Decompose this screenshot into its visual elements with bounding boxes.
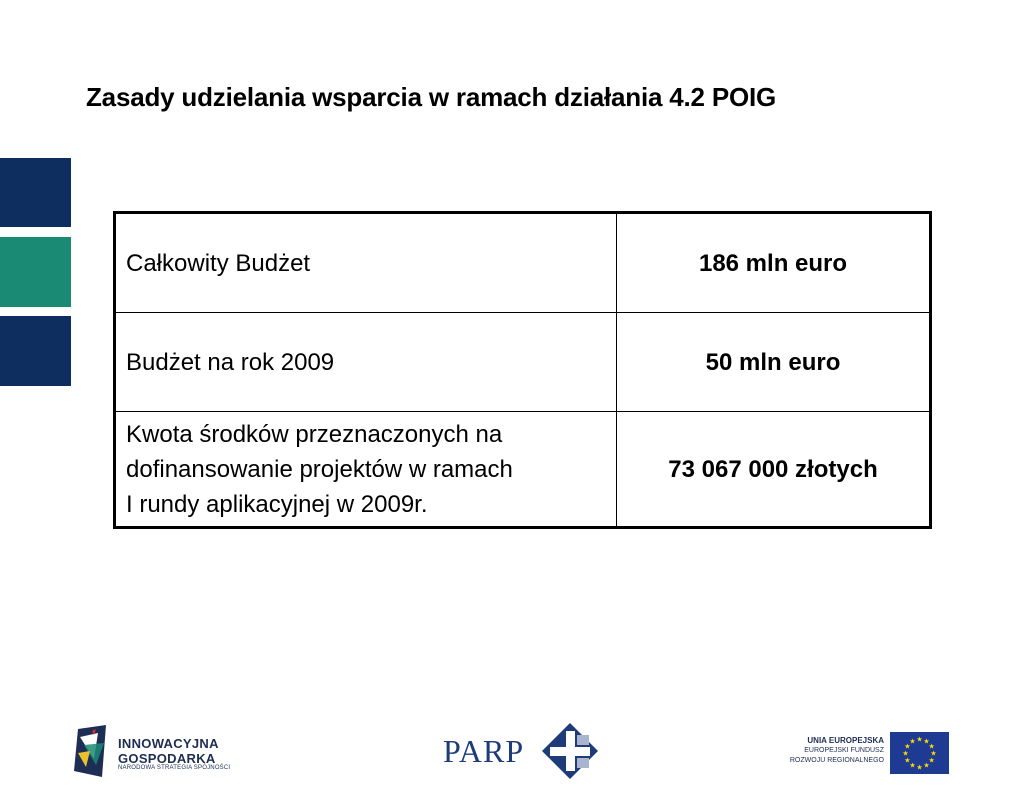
innowacyjna-emblem-icon	[72, 723, 112, 779]
budget-table	[113, 211, 932, 529]
eu-star-icon: ★	[928, 743, 935, 751]
page-title: Zasady udzielania wsparcia w ramach działania 4.2 POIG	[86, 82, 777, 112]
eu-star-icon: ★	[923, 762, 930, 770]
row-label: Budżet na rok 2009	[115, 313, 617, 412]
eu-star-icon: ★	[904, 757, 911, 765]
table-row	[115, 412, 931, 528]
parp-wordmark: PARP	[443, 733, 525, 769]
ue-line3: ROZWOJU REGIONALNEGO	[789, 757, 884, 764]
row-label	[115, 412, 617, 528]
ue-line1: UNIA EUROPEJSKA	[807, 736, 884, 745]
parp-emblem-icon	[541, 722, 599, 780]
eu-star-icon: ★	[909, 762, 916, 770]
row-value: 50 mln euro	[617, 313, 931, 412]
table-row	[115, 313, 931, 412]
eu-star-icon: ★	[909, 738, 916, 746]
side-accent-block-top	[0, 158, 71, 227]
row-label-line: Kwota środków przeznaczonych na	[126, 420, 503, 448]
innowacyjna-line3: NARODOWA STRATEGIA SPÓJNOŚCI	[118, 765, 231, 771]
row-label: Całkowity Budżet	[115, 213, 617, 313]
side-accent-block-bottom	[0, 316, 71, 386]
side-accent-block-middle	[0, 237, 71, 307]
innowacyjna-line1: INNOWACYJNA	[118, 736, 219, 751]
innowacyjna-line2: GOSPODARKA	[118, 751, 216, 766]
innowacyjna-gospodarka-logo	[72, 723, 242, 779]
row-value: 73 067 000 złotych	[617, 412, 931, 528]
eu-star-icon: ★	[923, 738, 930, 746]
eu-star-icon: ★	[904, 743, 911, 751]
eu-star-icon: ★	[916, 764, 923, 772]
eu-flag-icon	[890, 732, 949, 774]
eu-star-icon: ★	[902, 750, 909, 758]
eu-fund-logo	[778, 731, 952, 777]
eu-star-icon: ★	[916, 736, 923, 744]
ue-line2: EUROPEJSKI FUNDUSZ	[804, 747, 884, 754]
row-value: 186 mln euro	[617, 213, 931, 313]
row-label-line: I rundy aplikacyjnej w 2009r.	[126, 490, 428, 518]
table-row	[115, 213, 931, 313]
eu-star-icon: ★	[928, 757, 935, 765]
row-label-line: dofinansowanie projektów w ramach	[126, 455, 513, 483]
eu-star-icon: ★	[930, 750, 937, 758]
parp-logo	[443, 722, 603, 780]
